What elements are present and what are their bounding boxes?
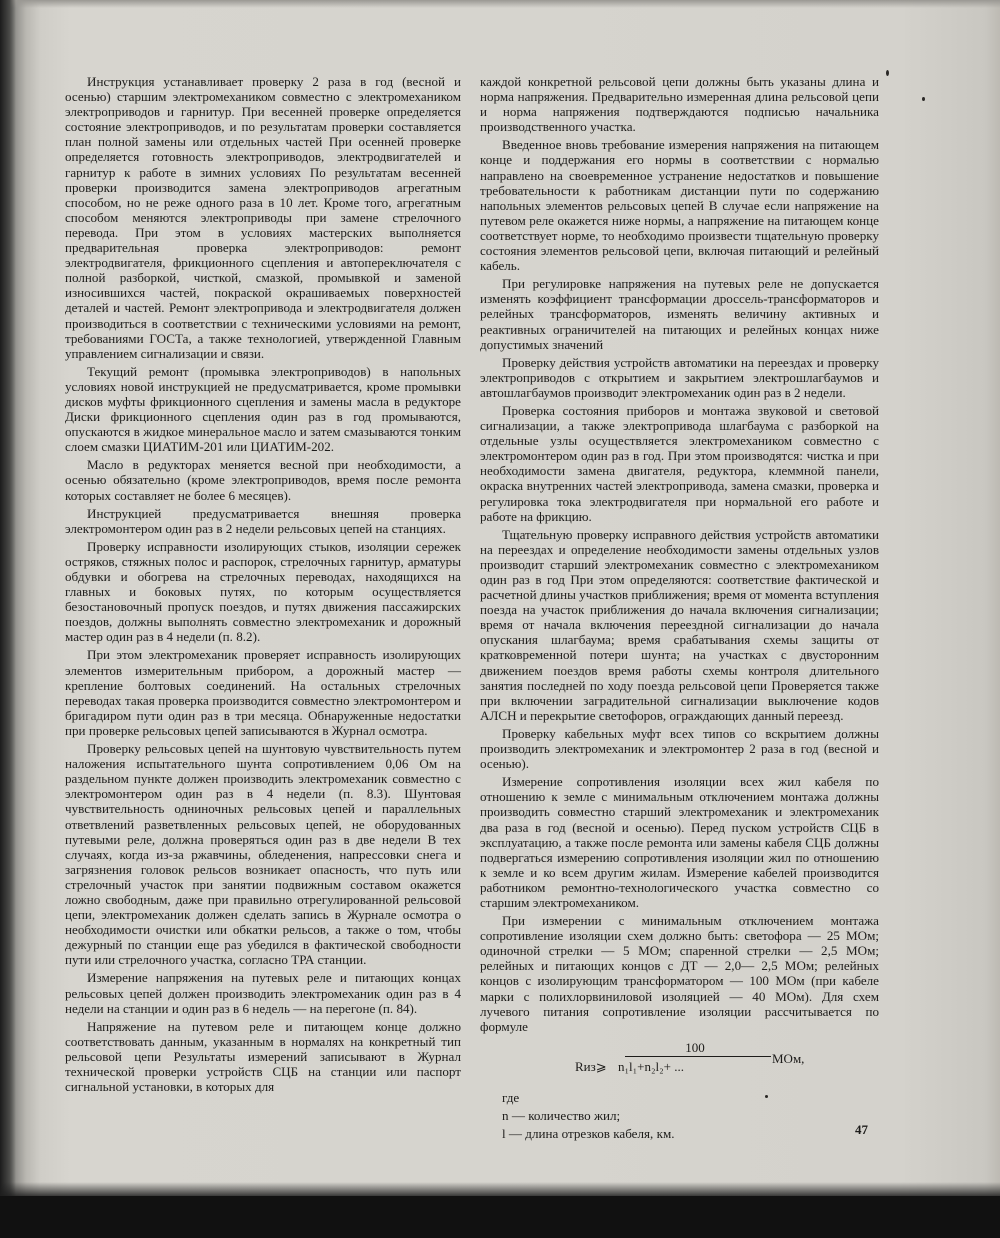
paragraph: Проверка состояния приборов и монтажа звуковой и световой сигнализации, а также электропривода шлагбаума с разборкой на отдельные узлы осуществляется электромехаником совместно с электромонтером один раз в год. При этом производятся: чистка и при необходимости замена двигателя, редуктора, клеммной панели, окраска внутренних частей электропривода, замена смазки, проверка и регулировка тока электродвигателя при нормальной его работе и работе на фрикцию.	[480, 402, 879, 524]
paragraph: Проверку исправности изолирующих стыков, изоляции сережек остряков, стяжных полос и распорок, стрелочных гарнитур, арматуры обдувки и обогрева на стрелочных переводах, находящихся на главных и боковых путях, по которым осуществляется безостановочный пропуск поездов, и путях движения пассажирских поездов, должны выполнять совместно электромеханик и дорожный мастер один раз в 4 недели (п. 8.2).	[65, 538, 461, 645]
print-speck	[922, 97, 925, 101]
formula-numerator: 100	[685, 1039, 705, 1055]
paragraph: Текущий ремонт (промывка электроприводов) в напольных условиях новой инструкцией не предусматривается, кроме промывки дисков муфты фрикционного сцепления и замены масла в редукторе Диски фрикционного сцепления один раз в год промываются, опускаются в жидкое минеральное масло и затем смазываются тонким слоем смазки ЦИАТИМ-201 или ЦИАТИМ-202.	[65, 363, 461, 455]
paragraph: Проверку действия устройств автоматики на переездах и проверку электроприводов с открытием и закрытием электрошлагбаумов и автошлагбаумов производит электромеханик один раз в 2 недели.	[480, 354, 879, 400]
paragraph: Проверку кабельных муфт всех типов со вскрытием должны производить электромеханик и электромонтер 2 раза в год (весной и осенью).	[480, 725, 879, 772]
paragraph: Измерение сопротивления изоляции всех жил кабеля по отношению к земле с минимальным отключением монтажа должны производить совместно старший электромеханик и электромеханик два раза в год (весной и осенью). Перед пуском устройств СЦБ в эксплуатацию, а также после ремонта или замены кабеля СЦБ должны подвергаться измерению сопротивления изоляции жил по отношению к земле и ко всем другим жилам. Измерение кабелей производится работником ремонтно-технологического участка совместно со старшим электромехаником.	[480, 774, 879, 910]
print-speck	[765, 1095, 768, 1098]
print-speck	[886, 70, 889, 76]
paragraph: Инструкцией предусматривается внешняя проверка электромонтером один раз в 2 недели рельсовых цепей на станциях.	[65, 505, 461, 536]
scan-bottom-edge	[0, 1196, 1000, 1238]
paragraph: Напряжение на путевом реле и питающем конце должно соответствовать данным, указанным в нормалях на конкретный тип рельсовой цепи Результаты измерений записывают в Журнал технической проверки устройств СЦБ на станции или паспорт сигнальной установки, в которых для	[65, 1018, 461, 1095]
definition-l: l — длина отрезков кабеля, км.	[502, 1126, 675, 1141]
right-column	[480, 74, 879, 1144]
paragraph: При регулировке напряжения на путевых реле не допускается изменять коэффициент трансформации дроссель-трансформаторов и релейных трансформаторов, изменять величину активных и реактивных ограничителей на питающих и релейных концах ниже допустимых значений	[480, 276, 879, 352]
paragraph: При этом электромеханик проверяет исправность изолирующих элементов измерительным прибором, а дорожный мастер — крепление болтовых соединений. На остальных стрелочных переводах такая проверка производится совместно электромонтером и бригадиром пути один раз в три месяца. Обнаруженные недостатки при проверке рельсовых цепей записываются в Журнал осмотра.	[65, 647, 461, 738]
paragraph: Измерение напряжения на путевых реле и питающих концах рельсовых цепей должен производить электромеханик один раз в 4 недели на станции и один раз в 6 недель — на перегоне (п. 84).	[65, 970, 461, 1016]
paragraph: При измерении с минимальным отключением монтажа сопротивление изоляции схем должно быть: светофора — 25 МОм; одиночной стрелки — 5 МОм; спаренной стрелки — 2,5 МОм; релейных и питающих концов с ДТ — 2,0— 2,5 МОм; релейных концов с изолирующим трансформатором — 100 МОм (при кабеле марки с полихлорвиниловой изоляцией — 40 МОм). Для схем лучевого питания сопротивление изоляции рассчитывается по формуле	[480, 913, 879, 1034]
formula-unit: МОм,	[772, 1050, 805, 1066]
formula-denominator: n₁l₁+n₂l₂+ ...	[618, 1058, 685, 1074]
formula-lhs: Rиз⩾	[575, 1058, 607, 1074]
paragraph: каждой конкретной рельсовой цепи должны быть указаны длина и норма напряжения. Предварительно измеренная длина рельсовой цепи и норма напряжения подтверждаются подписью начальника производственного участка.	[480, 74, 879, 135]
paragraph: Тщательную проверку исправного действия устройств автоматики на переездах и определение необходимости замены отдельных узлов производит старший электромеханик совместно с электромехаником один раз в год При этом определяются: соответствие фактической и расчетной длины участков приближения; время от момента вступления поезда на участок приближения до начала включения сигнализации; время от начала включения переездной сигнализации до начала опускания шлагбаума; время срабатывания схемы защиты от кратковременной потери шунта; на участках с двусторонним движением поездов время работы схемы контроля длительного занятия последней по ходу поезда рельсовой цепи Проверяется также при включении заградительной сигнализации выключение кодов АЛСН и перекрытие светофоров, ограждающих данный переезд.	[480, 526, 879, 723]
paragraph: Проверку рельсовых цепей на шунтовую чувствительность путем наложения испытательного шунта сопротивлением 0,06 Ом на раздельном пункте должен производить электромеханик совместно с электромонтером один раз в 4 недели (п. 8.3). Шунтовая чувствительность одниночных рельсовых цепей и параллельных ответвлений разветвленных рельсовых цепей, не оборудованных путевыми реле, должна проверяться один раз в две недели В тех случаях, когда из-за ржавчины, обледенения, напрессовки снега и загрязнения головок рельсов возникает опасность, что путь или стрелочный участок при занятии подвижным составом окажется ложно свободным, даже при правильно отрегулированной рельсовой цепи, электромеханик должен сделать запись в Журнале осмотра о необходимости очистки или обкатки рельсов, а также о том, чтобы дежурный по станции еще раз убедился в фактической свободности пути или стрелочного участка, согласно ТРА станции.	[65, 741, 461, 968]
page-top-edge	[0, 0, 1000, 8]
paragraph: Введенное вновь требование измерения напряжения на питающем конце и поддержания его нормы в соответствии с нормалью направлено на своевременное устранение недостатков и повышение требовательности к работникам дистанции пути по содержанию напольных элементов рельсовых цепей В случае если напряжение на путевом реле окажется ниже нормы, а напряжение на питающем конце соответствует норме, то необходимо произвести тщательную проверку состояния элементов рельсовой цепи, включая питающий и релейный кабель.	[480, 137, 879, 274]
formula-fraction-bar	[625, 1056, 771, 1057]
paragraph: Масло в редукторах меняется весной при необходимости, а осенью обязательно (кроме электроприводов, время после ремонта которых составляет не более 6 месяцев).	[65, 457, 461, 503]
page-binding-shadow	[0, 0, 16, 1238]
definition-intro: где	[502, 1089, 520, 1105]
left-column	[65, 74, 461, 1097]
paragraph: Инструкция устанавливает проверку 2 раза в год (весной и осенью) старшим электромехаником совместно с электромехаником электроприводов и гарнитур. При весенней проверке определяется состояние электроприводов, и по результатам проверки составляется план полной замены или отдельных частей При осенней проверке определяется готовность электроприводов, электродвигателей и гарнитур к работе в зимних условиях По результатам весенней проверки производится замена электроприводов агрегатным способом, но не реже одного раза в 10 лет. Кроме того, агрегатным способом меняются электроприводы при замене стрелочного перевода. При этом в условиях мастерских выполняется предварительная проверка электроприводов: ремонт электродвигателя, фрикционного сцепления и автопереключателя с полной разборкой, чисткой, смазкой, промывкой и заменой износившихся частей, покраской окрашиваемых поверхностей деталей и частей. Ремонт электропривода и электродвигателя должен производиться в соответствии с техническими условиями на ремонт, требованиями ГОСТа, а также технологией, утвержденной Главным управлением сигнализации и связи.	[65, 74, 461, 361]
page-number: 47	[855, 1122, 868, 1137]
definition-n: n — количество жил;	[502, 1107, 621, 1123]
insulation-resistance-formula	[480, 1040, 879, 1084]
